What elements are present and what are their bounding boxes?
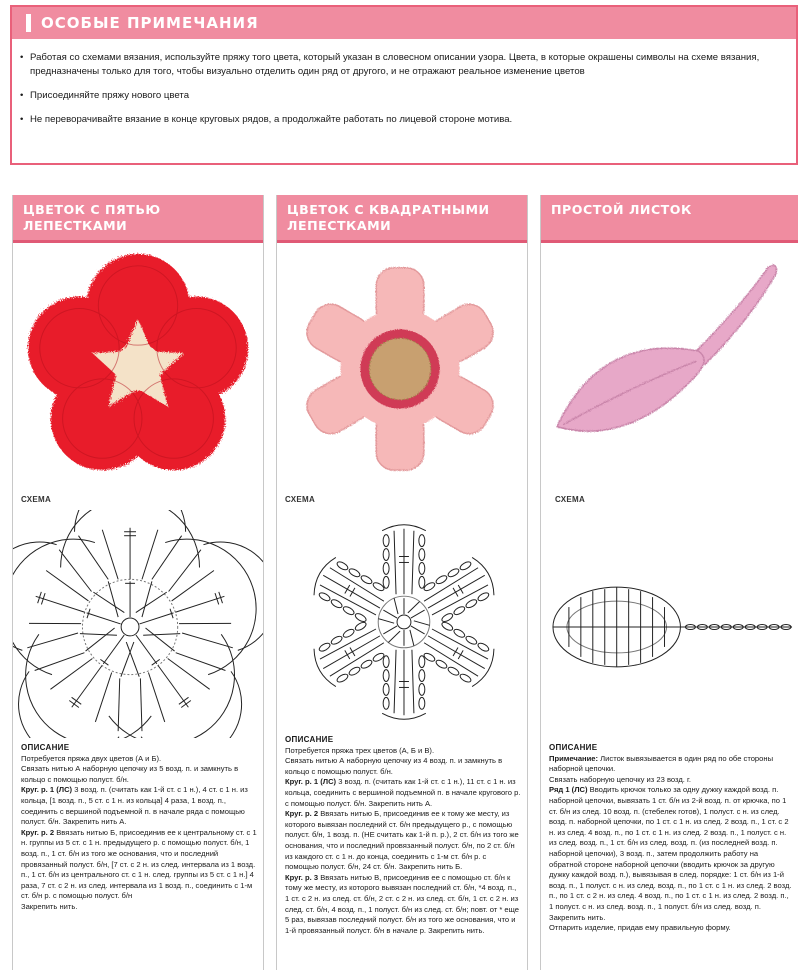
note-item: • Не переворачивайте вязание в конце круговых рядов, а продолжайте работать по лицевой стороне мотива. xyxy=(20,113,782,127)
special-notes-title: ОСОБЫЕ ПРИМЕЧАНИЯ xyxy=(41,14,259,32)
description-paragraph: Круг. р. 1 (ЛС) 3 возд. п. (считать как 1-й ст. с 1 н.), 4 ст. с 1 н. из кольца, [1 возд. п., 5 ст. с 1 н. из кольца] 4 раза, 1 возд. п., соединить с вершиной подъемной п. в начале ряда с помощью полуст. б/н. Закрепить нить А. xyxy=(21,785,248,827)
description-paragraph: Круг. р. 2 Ввязать нитью Б, присоединив ее к центральному ст. с 1 н. группы из 5 ст. с 1 н. предыдущего р. с помощью полуст. б/н, 1 возд. п., 1 ст. б/н из того же основания, что и последний провязанный полуст. б/н, [7 ст. с 2 н. из след. интервала из 1 возд. п., 1 ст. б/н из центрального ст. с 1 н. след. группы из 5 ст. с 1 н.] 4 раза, 7 ст. с 2 н. из след. интервала из 1 возд. п., соединить с 1-м ст. б/н р. с помощью полуст. б/н xyxy=(21,827,257,901)
description-paragraph: Связать нитью А наборную цепочку из 4 возд. п. и замкнуть в кольцо с помощью полуст. б/н. xyxy=(285,756,503,776)
scheme-label: СХЕМА xyxy=(21,495,52,504)
special-notes-list xyxy=(12,39,796,127)
description-paragraph: Круг. р. 3 Ввязать нитью В, присоединив ее с помощью ст. б/н к тому же месту, из которого вывязан последний ст. б/н, *4 возд. п., 1 ст. с 2 н. из след. ст. б/н, 2 ст. с 2 н. из след. ст. б/н, 1 ст. с 2 н. из след. ст. б/н, 4 возд. п., 1 полуст. б/н из след. ст. б/н; повт. от * еще 5 раз, вывязав последний полуст. б/н из того же основания, что и 1-й провязанный полуст. б/н в начале р. Закрепить нить. xyxy=(285,872,520,935)
pattern-title: ЦВЕТОК С ПЯТЬЮ ЛЕПЕСТКАМИ xyxy=(23,202,161,233)
simple-leaf-photo xyxy=(541,247,798,487)
description-paragraph: Примечание: Листок вывязывается в один ряд по обе стороны наборной цепочки. xyxy=(549,753,774,774)
pattern-simple-leaf xyxy=(540,195,798,970)
special-notes-box xyxy=(10,5,798,165)
description-paragraph: Ряд 1 (ЛС) Вводить крючок только за одну дужку каждой возд. п. наборной цепочки, вывязать 1 ст. б/н из 2-й возд. п. от крючка, по 1 ст. б/н из след. 10 возд. п. (стебелек готов), 1 полуст. с н. из след. возд. п. наборной цепочки, по 1 ст. с 1 н. из след. 2 возд. п., 1 ст. с 2 н. из след. 4 возд. п., по 1 ст. с 1 н. из след. 2 возд. п., 1 полуст. с н. из след. возд. п., 1 ст. б/н из след. возд. п. (из последней возд. п. наборной цепочки), 3 возд. п., затем продолжить работу на обратной стороне наборной цепочки (вводить крючок за другую дужку каждой возд. п.), вывязывая в след. порядке: 1 ст. б/н из 1-й возд. п., 1 полуст. с н. из след. возд. п., по 1 ст. с 1 н. из след. 2 возд. п., по 1 ст. с 2 н. из след. 4 возд. п., по 1 ст. с 1 н. из след. 2 возд. п., 1 полуст. с н. из след. возд. п., 1 полуст. б/н из след. возд. п. xyxy=(549,785,792,911)
description-heading: ОПИСАНИЕ xyxy=(549,743,598,752)
five-petal-flower-photo xyxy=(13,247,263,487)
description-heading: ОПИСАНИЕ xyxy=(21,743,70,752)
pattern-square-petal-flower xyxy=(276,195,528,970)
description-text xyxy=(285,746,521,937)
pattern-header xyxy=(277,195,527,243)
pattern-title: ПРОСТОЙ ЛИСТОК xyxy=(551,202,692,217)
square-petal-crochet-chart xyxy=(277,510,527,730)
pattern-header xyxy=(541,195,798,243)
scheme-label: СХЕМА xyxy=(555,495,586,504)
pattern-description xyxy=(21,743,257,913)
pattern-five-petal-flower xyxy=(12,195,264,970)
scheme-label: СХЕМА xyxy=(285,495,316,504)
special-notes-header xyxy=(12,7,796,39)
description-paragraph: Закрепить нить. xyxy=(549,912,606,922)
description-paragraph: Потребуется пряжа двух цветов (А и Б). xyxy=(21,753,162,763)
note-item: • Присоединяйте пряжу нового цвета xyxy=(20,89,782,103)
description-paragraph: Круг. р. 1 (ЛС) 3 возд. п. (считать как 1-й ст. с 1 н.), 11 ст. с 1 н. из кольца, соединить с вершиной подъемной п. в начале кругового р. с помощью полуст. б/н. Закрепить нить А. xyxy=(285,777,521,808)
description-text xyxy=(549,754,792,934)
description-heading: ОПИСАНИЕ xyxy=(285,735,334,744)
five-petal-crochet-chart xyxy=(13,510,263,738)
description-paragraph: Связать нитью А наборную цепочку из 5 возд. п. и замкнуть в кольцо с помощью полуст. б/н. xyxy=(21,764,239,784)
square-petal-flower-photo xyxy=(277,247,527,487)
simple-leaf-crochet-chart xyxy=(541,575,798,685)
header-accent-bar xyxy=(26,14,31,32)
pattern-header xyxy=(13,195,263,243)
description-paragraph: Связать наборную цепочку из 23 возд. г. xyxy=(549,774,691,784)
description-text xyxy=(21,754,257,913)
description-paragraph: Отпарить изделие, придав ему правильную форму. xyxy=(549,923,731,933)
description-paragraph: Круг. р. 2 Ввязать нитью Б, присоединив ее к тому же месту, из которого вывязан последний ст. б/н предыдущего р., с помощью полуст. б/н, 1 возд. п. (НЕ считать как 1-й п. р.), 2 ст. б/н из того же основания, что и последний провязанный полуст. б/н, по 2 ст. б/н из каждого ст. с 1 н. до конца, соединить с 1-м ст. б/н р. с помощью полуст. б/н, 24 ст. б/н. Закрепить нить Б. xyxy=(285,809,519,872)
description-paragraph: Потребуется пряжа трех цветов (А, Б и В). xyxy=(285,745,435,755)
note-item: • Работая со схемами вязания, используйте пряжу того цвета, который указан в словесном описании узора. Цвета, в которые окрашены символы на схеме вязания, предназначены только для того, чтобы визуально отделить один ряд от другого, и не отражают реальное изменение цветов xyxy=(20,51,782,79)
pattern-description xyxy=(285,735,521,936)
description-paragraph: Закрепить нить. xyxy=(21,901,78,911)
pattern-title: ЦВЕТОК С КВАДРАТНЫМИ ЛЕПЕСТКАМИ xyxy=(287,202,490,233)
pattern-description xyxy=(549,743,792,934)
